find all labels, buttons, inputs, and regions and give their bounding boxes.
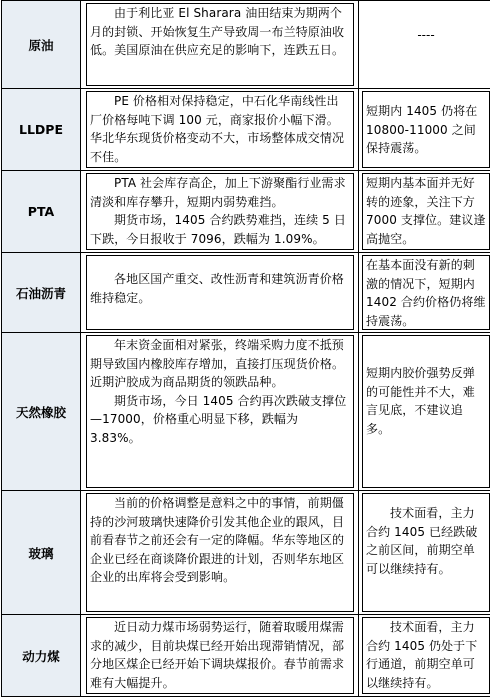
outlook-text: ---- [417,28,435,42]
analysis-box [86,173,354,250]
outlook-text: 在基本面没有新的刺激的情况下，短期内 1402 合约价格仍将维持震荡。 [366,258,486,328]
analysis-box [86,493,354,612]
analysis-cell [81,333,359,491]
outlook-cell [359,89,490,171]
analysis-text: 近日动力煤市场弱势运行，随着取暖用煤需求的减少，目前块煤已经开始出现滞销情况，部分地区煤企已经开始下调块煤报价。春节前需求难有大幅提升。 [90,620,345,690]
outlook-box [362,91,490,168]
analysis-box [86,335,354,488]
table-row [2,615,490,697]
table-row [2,253,490,333]
outlook-cell [359,491,490,615]
analysis-text: 期货市场，1405 合约跌势难挡，连续 5 日下跌，今日报收于 7096，跌幅为 1.09%。 [90,213,346,246]
commodity-name: PTA [2,171,81,253]
analysis-text: 由于利比亚 El Sharara 油田结束为期两个月的封锁、开始恢复生产导致周一布兰特原油收低。美国原油在供应充足的影响下，连跌五日。 [90,6,345,57]
commodity-name: 玻璃 [2,491,81,615]
outlook-text: 技术面看，主力合约 1405 已经跌破之前区间，前期空单可以继续持有。 [366,506,478,576]
analysis-text: 当前的价格调整是意料之中的事情，前期僵持的沙河玻璃快速降价引发其他企业的跟风，目前看春节之前还会有一定的降幅。华东等地区的企业已经在商谈降价跟进的计划，否则华东地区企业的出库将会受到影响。 [90,496,345,584]
analysis-cell [81,491,359,615]
table-row [2,89,490,171]
analysis-cell [81,615,359,697]
outlook-cell [359,253,490,333]
outlook-box [362,493,490,612]
analysis-text: 期货市场，今日 1405 合约再次跌破支撑位—17000，价格重心明显下移，跌幅为 3.83%。 [90,393,347,445]
outlook-cell [359,615,490,697]
outlook-text: 短期内基本面并无好转的迹象，关注下方 7000 支撑位。建议逢高抛空。 [366,176,486,246]
outlook-cell [359,171,490,253]
commodity-name: LLDPE [2,89,81,171]
commodity-name: 天然橡胶 [2,333,81,491]
outlook-cell [359,1,490,89]
outlook-text: 短期内胶价强势反弹的可能性并不大，难言见底，不建议追多。 [366,366,475,436]
analysis-cell [81,253,359,333]
commodity-name: 动力煤 [2,615,81,697]
outlook-box [362,255,490,330]
outlook-box [362,173,490,250]
analysis-text: 各地区国产重交、改性沥青和建筑沥青价格维持稳定。 [90,272,344,305]
table-row [2,333,490,491]
commodity-name: 原油 [2,1,81,89]
commodity-name: 石油沥青 [2,253,81,333]
analysis-box [86,617,354,694]
analysis-text: 年末资金面相对紧张，终端采购力度不抵预期导致国内橡胶库存增加，直接打压现货价格。近期沪胶成为商品期货的领跌品种。 [90,338,345,389]
analysis-cell [81,89,359,171]
table-row [2,171,490,253]
table-row [2,491,490,615]
analysis-box [86,3,354,86]
analysis-cell [81,1,359,89]
outlook-cell [359,333,490,491]
commodity-table [1,0,490,697]
analysis-box [86,91,354,168]
analysis-box [86,255,354,330]
analysis-text: PTA 社会库存高企，加上下游聚酯行业需求清淡和库存攀升，短期内弱势难挡。 [90,176,346,209]
outlook-box [362,617,490,694]
table-row [2,1,490,89]
outlook-text: 技术面看，主力合约 1405 仍处于下行通道，前期空单可以继续持有。 [366,620,478,690]
outlook-box [362,335,490,488]
analysis-cell [81,171,359,253]
outlook-text: 短期内 1405 仍将在 10800-11000 之间保持震荡。 [366,104,478,155]
analysis-text: PE 价格相对保持稳定，中石化华南线性出厂价格每吨下调 100 元，商家报价小幅下滑。华北华东现货价格变动不大，市场整体成交情况不佳。 [90,94,345,164]
